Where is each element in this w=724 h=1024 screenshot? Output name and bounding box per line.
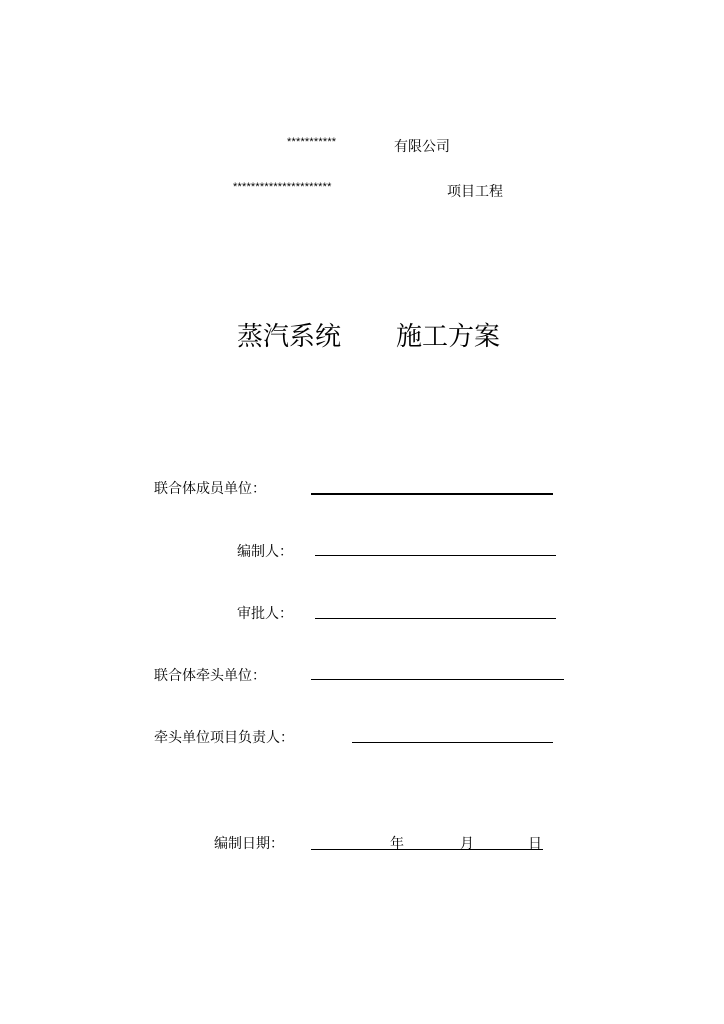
- editor-label: 编制人：: [237, 544, 293, 560]
- project-name-mask: **********************: [233, 181, 332, 193]
- document-title-part1: 蒸汽系统: [237, 322, 342, 352]
- company-suffix: 有限公司: [394, 139, 450, 155]
- member-unit-line: [311, 493, 553, 495]
- editor-line: [315, 555, 556, 556]
- date-label: 编制日期：: [214, 836, 284, 852]
- date-day: 日: [528, 836, 542, 852]
- date-year: 年: [390, 836, 404, 852]
- approver-label: 审批人：: [237, 606, 293, 622]
- member-unit-label: 联合体成员单位：: [154, 481, 266, 497]
- approver-line: [315, 618, 556, 619]
- document-title-part2: 施工方案: [396, 322, 501, 352]
- date-month: 月: [460, 836, 474, 852]
- lead-unit-label: 联合体牵头单位：: [154, 668, 266, 684]
- date-line: [311, 849, 543, 850]
- lead-project-manager-label: 牵头单位项目负责人：: [154, 730, 294, 746]
- company-name-mask: ***********: [287, 136, 337, 148]
- lead-unit-line: [311, 679, 564, 680]
- project-suffix: 项目工程: [447, 184, 503, 200]
- lead-project-manager-line: [352, 742, 553, 743]
